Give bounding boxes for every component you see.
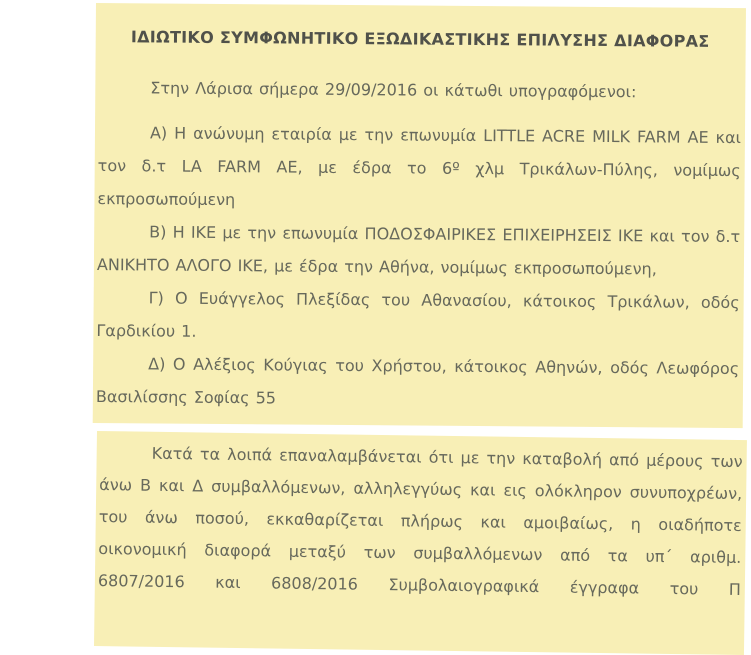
scanned-excerpt-bottom <box>94 431 747 655</box>
scanned-excerpt-top <box>93 3 746 428</box>
party-b-paragraph: Β) Η ΙΚΕ με την επωνυμία ΠΟΔΟΣΦΑΙΡΙΚΕΣ ΕΠΙΧΕΙΡΗΣΕΙΣ ΙΚΕ και τον δ.τ ΑΝΙΚΗΤΟ ΑΛΟΓΟ ΙΚΕ, με έδρα την Αθήνα, νομίμως εκπροσωπούμενη, <box>96 222 741 279</box>
date-place-line: Στην Λάρισα σήμερα 29/09/2016 οι κάτωθι υπογραφόμενοι: <box>150 78 637 102</box>
party-c-paragraph: Γ) Ο Ευάγγελος Πλεξίδας του Αθανασίου, κάτοικος Τρικάλων, οδός Γαρδικίου 1. <box>96 288 740 341</box>
party-d-paragraph: Δ) Ο Αλέξιος Κούγιας του Χρήστου, κάτοικος Αθηνών, οδός Λεωφόρος Βασιλίσσης Σοφίας 55 <box>95 354 740 408</box>
closing-clause-paragraph: Κατά τα λοιπά επαναλαμβάνεται ότι με την καταβολή από μέρους των άνω Β και Δ συμβαλλόμενων, αλληλεγγύως και εις ολόκληρον συνυποχρέων, του άνω ποσού, εκκαθαρίζεται πλήρως και αμοιβαίως, η οιαδήποτε οικονομική διαφορά μεταξύ των συμβαλλόμενων από τα υπ΄ αριθμ. 6807/2016 και 6808/2016 Συμβολαιογραφικά έγγραφα του Π <box>97 443 743 600</box>
document-title: ΙΔΙΩΤΙΚΟ ΣΥΜΦΩΝΗΤΙΚΟ ΕΞΩΔΙΚΑΣΤΙΚΗΣ ΕΠΙΛΥΣΗΣ ΔΙΑΦΟΡΑΣ <box>130 27 710 51</box>
party-a-paragraph: Α) Η ανώνυμη εταιρία με την επωνυμία LITTLE ACRE MILK FARM ΑΕ και τον δ.τ LA FARM ΑΕ, με έδρα το 6º χλμ Τρικάλων-Πύλης, νομίμως εκπροσωπούμενη <box>97 123 742 210</box>
